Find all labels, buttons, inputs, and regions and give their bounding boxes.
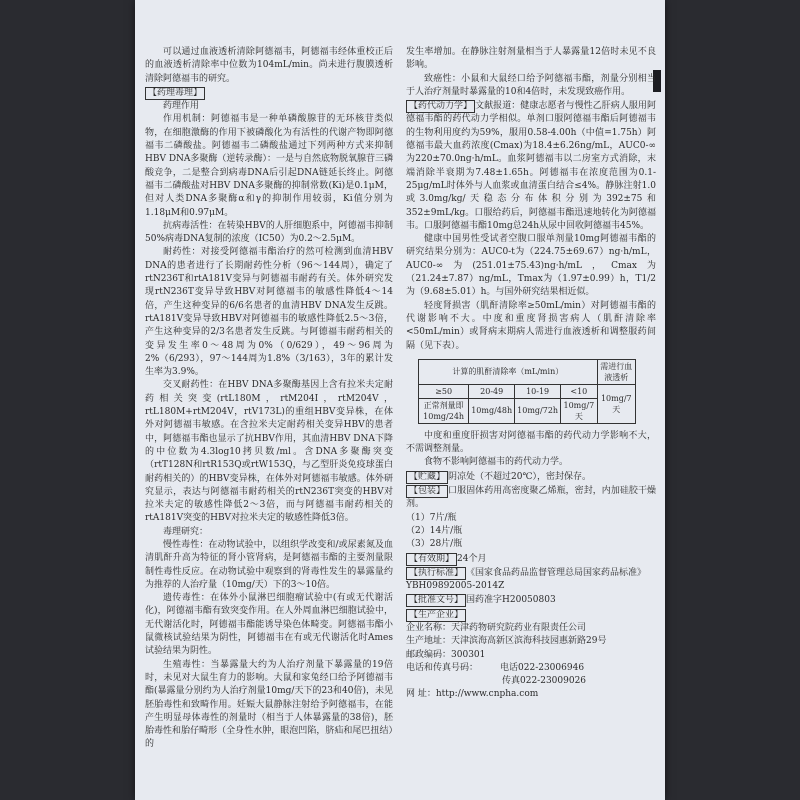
phone-label: 电话和传真号码：: [406, 662, 479, 673]
range-cell: <10: [561, 384, 598, 398]
paragraph: 遗传毒性：在体外小鼠淋巴细胞瘤试验中(有或无代谢活化)，阿德福韦酯有致突变作用。在人外周血淋巴细胞试验中，无代谢活化时，阿德福韦酯能诱导染色体畸变。阿德福韦酯小鼠微核试验结果为阴性，阿德福韦在有或无代谢活化时Ames试验结果为阴性。: [145, 593, 393, 657]
paragraph: 中度和重度肝损害对阿德福韦酯的药代动力学影响不大，不需调整剂量。: [406, 430, 656, 455]
paragraph: 食物不影响阿德福韦的药代动力学。: [424, 457, 569, 468]
renal-dosage-table: [418, 359, 636, 424]
paragraph: 致癌性：小鼠和大鼠经口给予阿德福韦酯，剂量分别相当于人治疗剂量时暴露量的10和4倍时，未发现致癌作用。: [406, 73, 656, 97]
section-heading: 【执行标准】: [406, 567, 466, 580]
section-heading: 【包装】: [406, 485, 448, 498]
heading-line: [145, 86, 393, 100]
heading-line: [406, 608, 656, 622]
range-cell: ≥50: [419, 384, 469, 398]
range-cell: 20-49: [469, 384, 515, 398]
labeled-paragraph: [406, 566, 656, 580]
dose-cell: 10mg/72h: [515, 398, 561, 423]
labeled-paragraph: [406, 470, 656, 484]
dialysis-header: 需进行血液透析: [597, 359, 635, 384]
paragraph-text: 文献报道：健康志愿者与慢性乙肝病人服用阿德福韦酯的药代动力学相似。单剂口服阿德福韦酯后阿德福韦的生物利用度约为59%，服用0.58-4.00h（中值=1.75h）阿德福韦最大血药浓度(Cmax)为18.4±6.26ng/mL，AUC0-∞为220±70.0ng·h/mL。血浆阿德福韦以二房室方式消除，末端消除半衰期为7.48±1.65h。阿德福韦在浓度范围为0.1-25μg/mL时体外与人血浆或血清蛋白结合≤4%。静脉注射1.0或3.0mg/kg/天稳态分布体积分别为392±75和352±9mL/kg。口服给药后，阿德福韦酯迅速地转化为阿德福韦。口服阿德福韦酯10mg总24h从尿中回收阿德福韦45%。: [406, 101, 656, 231]
left-text-column: [145, 46, 393, 752]
website-label: 网 址：: [406, 689, 436, 700]
paragraph: 耐药性：对接受阿德福韦酯治疗的然可检测到血清HBV DNA的患者进行了长期耐药性分析（96～144周），确定了rtN236T和rtA181V变异与阿德福韦耐药有关。体外研究发现rtN236T变异导致HBV对阿德福韦的敏感性降低4～14倍，产生这种变异的6/6名患者的血清HBV DNA发生反跳。rtA181V变异导致HBV对阿德福韦的敏感性降低2.5～3倍，产生这种变异的2/3名患者发生反跳。与阿德福韦耐药相关的变异发生率0～48周为0%（0/629），49～96周为2%（6/293），97～144周为1.8%（3/163），3年的累计发生率为3.9%。: [145, 247, 393, 378]
section-heading: 【生产企业】: [406, 609, 466, 622]
postcode-value: 300301: [451, 649, 486, 660]
paragraph-text: 国药准字H20050803: [466, 595, 556, 606]
normal-dose-cell: 正常剂量即10mg/24h: [419, 398, 469, 423]
paragraph: 毒理研究：: [163, 526, 209, 537]
paragraph: YBH09892005-2014Z: [406, 581, 505, 592]
manufacturer-info: [406, 622, 656, 702]
fax-value: 传真022-23009026: [502, 676, 587, 687]
paragraph: 可以通过血液透析清除阿德福韦，阿德福韦经体重校正后的血液透析清除率中位数为104mL/min。尚未进行腹膜透析清除阿德福韦的研究。: [145, 47, 393, 84]
address-value: 天津滨海高新区滨海科技园惠新路29号: [451, 636, 607, 647]
paragraph: 抗病毒活性：在转染HBV的人肝细胞系中，阿德福韦抑制50%病毒DNA复制的浓度（IC50）为0.2～2.5μM。: [145, 220, 393, 245]
paragraph-text: 24个月: [457, 553, 487, 564]
section-heading: 【药理毒理】: [145, 87, 205, 100]
paragraph: 生殖毒性：当暴露量大约为人治疗剂量下暴露量的19倍时，未见对大鼠生育力的影响。大鼠和家兔经口给予阿德福韦酯(暴露量分别约为人治疗剂量10mg/天下的23和40倍)，未见胚胎毒性和致畸作用。妊娠大鼠静脉注射给予阿德福韦，在能产生明显母体毒性的剂量时（相当于人体暴露量的38倍)，胚胎毒性和胎仔畸形（全身性水肿，眼泡凹陷，脐疝和尾巴扭结）的: [145, 659, 393, 750]
pharmacokinetics-section: [406, 46, 656, 353]
paragraph: 药理作用: [163, 101, 200, 112]
dose-cell: 10mg/48h: [469, 398, 515, 423]
paragraph-text: 《国家食品药品监督管理总局国家药品标准》: [466, 567, 647, 578]
paragraph: （2）14片/瓶: [406, 525, 463, 536]
right-text-column: [406, 46, 656, 702]
paragraph-text: 口服固体药用高密度聚乙烯瓶，密封，内加硅胶干燥剂。: [406, 486, 656, 510]
paragraph: 发生率增加。在静脉注射剂量相当于人暴露量12倍时未见不良影响。: [406, 47, 656, 71]
website-value: http://www.cnpha.com: [435, 689, 539, 700]
labeled-paragraph: [406, 552, 656, 566]
paragraph: 慢性毒性：在动物试验中，以组织学改变和/或尿素氮及血清肌酐升高为特征的肾小管肾病，是阿德福韦酯的主要剂量限制性毒性反应。在动物试验中观察到的肾毒性发生的暴露量约为推荐的人治疗量（10mg/天）下的3～10倍。: [145, 539, 393, 590]
address-label: 生产地址：: [406, 636, 452, 647]
labeled-paragraph: [406, 593, 656, 607]
paragraph: 健康中国男性受试者空腹口服单剂量10mg阿德福韦酯的研究结果分别为：AUC0-t为（224.75±69.67）ng·h/mL，AUC0-∞为(251.01±75.43)ng·h/mL，Cmax为（21.24±7.87）ng/mL，Tmax为（1.97±0.99）h，T1/2为（9.68±5.01）h。与国外研究结果相近似。: [406, 234, 656, 298]
section-heading: 【贮藏】: [406, 471, 448, 484]
section-heading: 【药代动力学】: [406, 100, 475, 113]
section-heading: 【有效期】: [406, 553, 457, 566]
dialysis-dose-cell: 10mg/7天: [597, 384, 635, 423]
labeled-paragraph: [406, 484, 656, 512]
paragraph: （3）28片/瓶: [406, 539, 463, 550]
paragraph: 作用机制：阿德福韦是一种单磷酸腺苷的无环核苷类似物，在细胞激酶的作用下被磷酸化为有活性的代谢产物即阿德福韦二磷酸盐。阿德福韦二磷酸盐通过下列两种方式来抑制HBV DNA多聚酶（逆转录酶）：一是与自然底物脱氧腺苷三磷酸竞争，二是整合到病毒DNA后引起DNA链延长终止。阿德福韦二磷酸盐对HBV DNA多聚酶的抑制常数(Ki)是0.1μM，但对人类DNA多聚酶α和γ的抑制作用较弱，Ki值分别为1.18μM和0.97μM。: [145, 114, 393, 218]
labeled-paragraph: [406, 99, 656, 233]
range-cell: 10-19: [515, 384, 561, 398]
paragraph: 轻度肾损害（肌酐清除率≥50mL/min）对阿德福韦酯的代谢影响不大。中度和重度肾损害病人（肌酐清除率<50mL/min）或肾病末期病人需进行血液透析和调整服药间隔（见下表）。: [406, 300, 656, 351]
phone-value: 电话022-23006946: [500, 662, 585, 673]
company-name: 天津药物研究院药业有限责任公司: [451, 622, 587, 633]
paragraph: （1）7片/瓶: [406, 512, 457, 523]
crcl-header: 计算的肌酐清除率（mL/min）: [419, 359, 598, 384]
paragraph: 交叉耐药性：在HBV DNA多聚酶基因上含有拉米夫定耐药相关突变(rtL180M，rtM204I，rtM204V，rtL180M+rtM204V，rtV173L)的重组HBV变异株，在体外对阿德福韦敏感。在含拉米夫定耐药相关变异HBV的患者中，阿德福韦酯也显示了抗HBV作用，其血清HBV DNA下降的中位数为4.3log10拷贝数/ml。含DNA多聚酶突变（rtT128N和rtR153Q或rtW153Q，与乙型肝炎免疫球蛋白耐药相关的）的HBV变异株，在体外对阿德福韦敏感。体外研究显示，表达与阿德福韦耐药相关的rtN236T突变的HBV对拉米夫定的敏感性降低2～3倍，而与阿德福韦耐药相关的rtA181V突变的HBV对拉米夫定的敏感性降低3倍。: [145, 380, 393, 524]
dose-cell: 10mg/7天: [561, 398, 598, 423]
storage-packaging-section: [406, 430, 656, 622]
section-heading: 【批准文号】: [406, 594, 466, 607]
postcode-label: 邮政编码：: [406, 649, 452, 660]
paragraph-text: 阴凉处（不超过20℃），密封保存。: [448, 471, 592, 482]
company-name-label: 企业名称：: [406, 622, 452, 633]
